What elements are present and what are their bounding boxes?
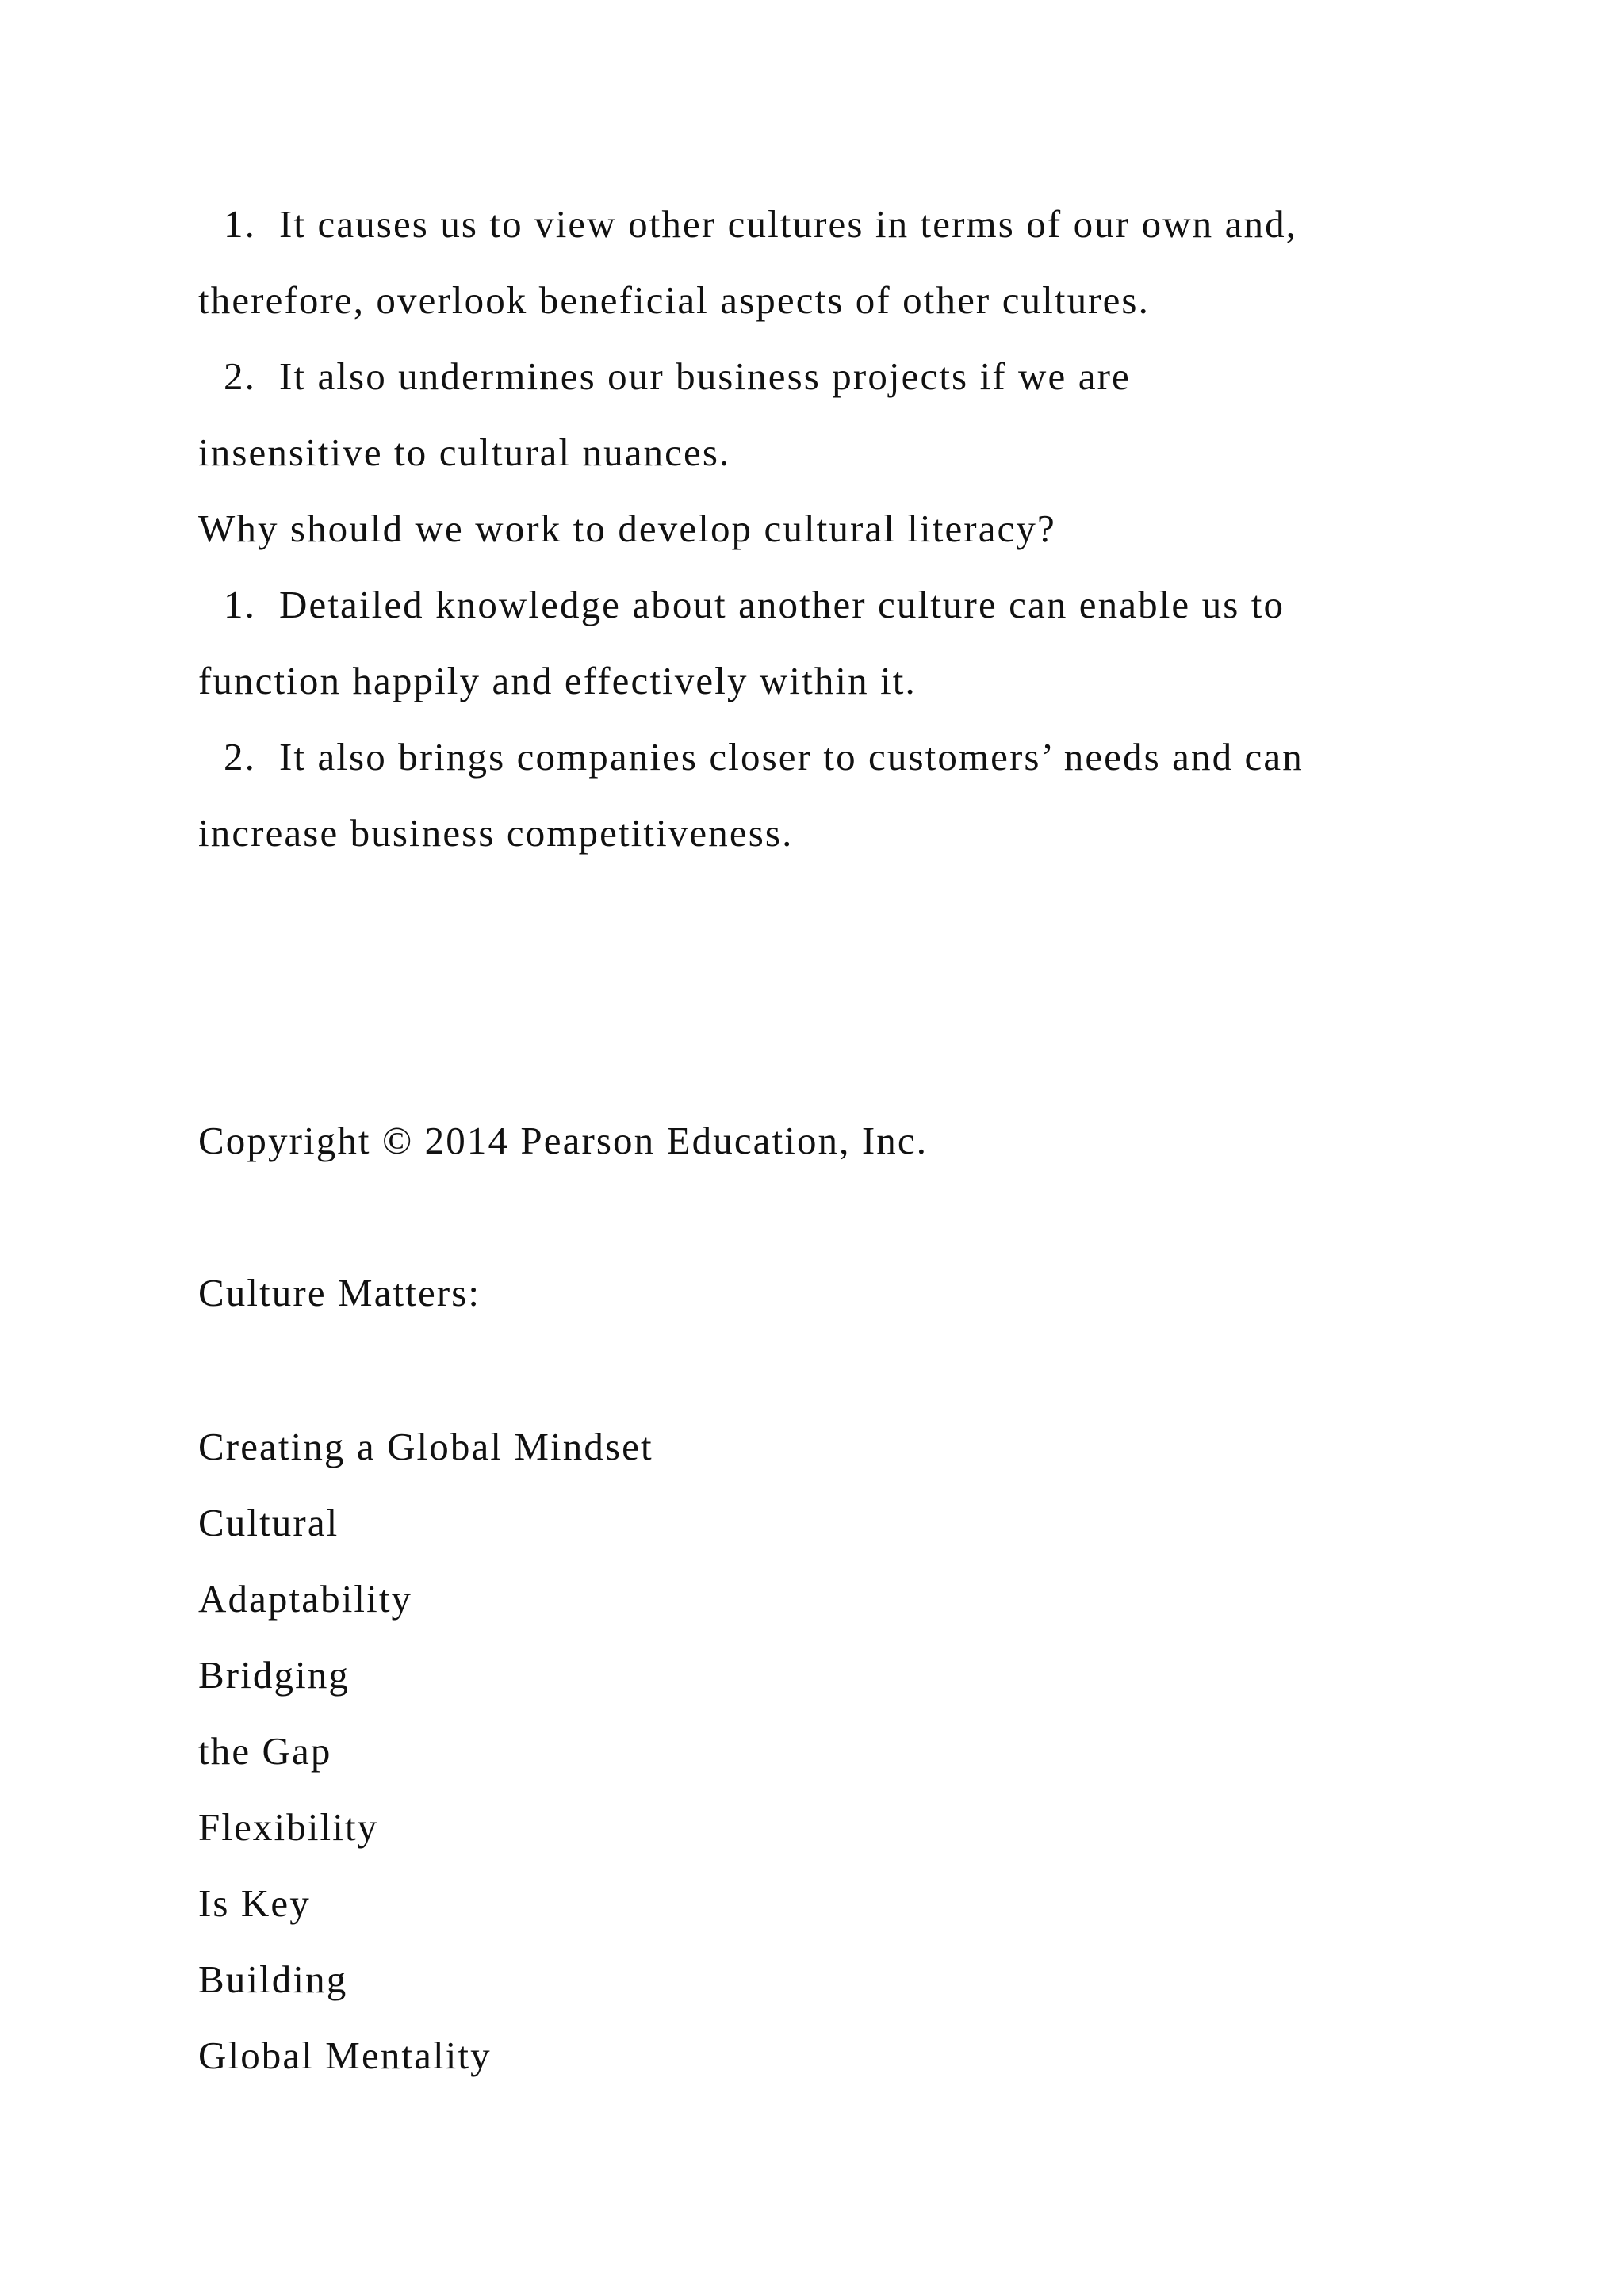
list-text: It also undermines our business projects if we are <box>279 354 1131 398</box>
list-number: 2. <box>224 354 256 398</box>
list-item-3-line-1 <box>198 585 1285 624</box>
question-line: Why should we work to develop cultural literacy? <box>198 507 1056 550</box>
list-text: It causes us to view other cultures in terms of our own and, <box>279 202 1298 246</box>
list-item-1-line-2: therefore, overlook beneficial aspects of other cultures. <box>198 278 1150 322</box>
text-line-3: Adaptability <box>198 1577 413 1621</box>
list-text: Detailed knowledge about another culture can enable us to <box>279 583 1285 626</box>
section-title: Culture Matters: <box>198 1271 481 1314</box>
list-number: 2. <box>224 735 256 779</box>
text-line-7: Is Key <box>198 1881 311 1925</box>
list-item-2-line-1 <box>198 354 1131 398</box>
list-number: 1. <box>224 583 256 626</box>
text-line-8: Building <box>198 1957 348 2001</box>
list-number: 1. <box>224 202 256 246</box>
text-line-2: Cultural <box>198 1501 339 1544</box>
list-item-3-line-2: function happily and effectively within it. <box>198 659 917 702</box>
text-line-4: Bridging <box>198 1653 350 1697</box>
list-item-2-line-2: insensitive to cultural nuances. <box>198 430 731 474</box>
copyright-line: Copyright © 2014 Pearson Education, Inc. <box>198 1119 929 1162</box>
text-line-6: Flexibility <box>198 1805 379 1849</box>
list-text: It also brings companies closer to customers’ needs and can <box>279 735 1304 779</box>
list-item-4-line-2: increase business competitiveness. <box>198 811 794 855</box>
text-line-5: the Gap <box>198 1729 332 1773</box>
text-line-1: Creating a Global Mindset <box>198 1425 653 1468</box>
text-line-9: Global Mentality <box>198 2034 492 2077</box>
list-item-1-line-1 <box>198 202 1298 246</box>
list-item-4-line-1 <box>198 735 1304 779</box>
